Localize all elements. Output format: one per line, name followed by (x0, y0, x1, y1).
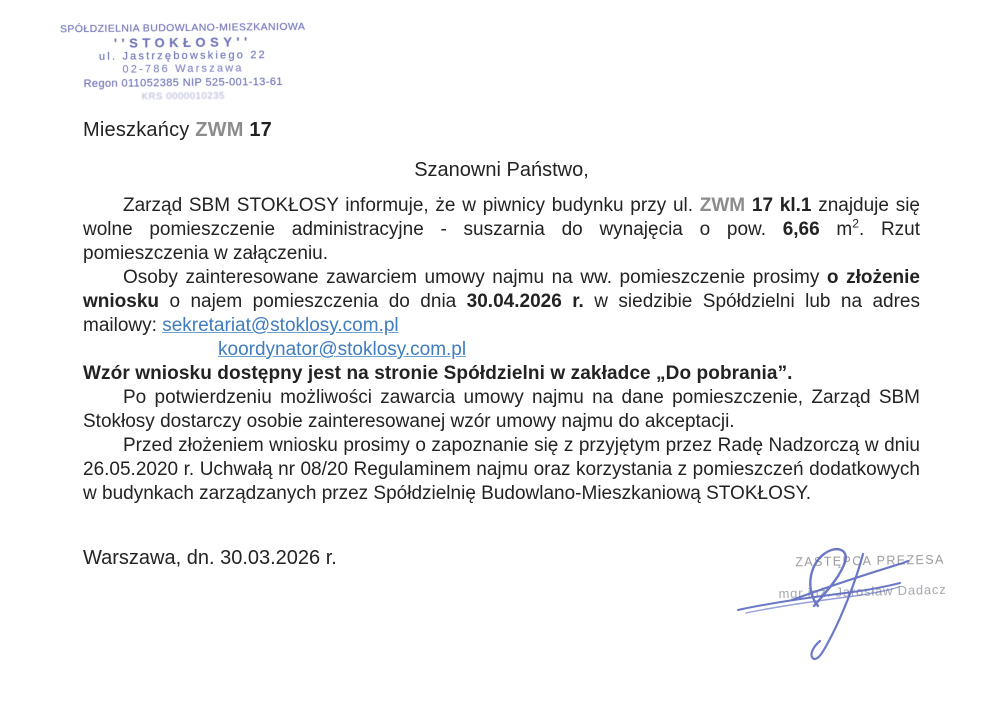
stamp-company-name: SPÓŁDZIELNIA BUDOWLANO-MIESZKANIOWA (59, 20, 306, 36)
p2-text-2: o najem pomieszczenia do dnia (159, 291, 467, 312)
addressee-number: 17 (243, 119, 272, 141)
p1-text-1: Zarząd SBM STOKŁOSY informuje, że w piwnicy budynku przy ul. (123, 195, 700, 216)
addressee-redacted-street: ZWM (195, 119, 244, 141)
p1-building-number: 17 kl.1 (745, 195, 812, 216)
p1-area-value: 6,66 (782, 219, 820, 240)
signer-name: mgr inż. Jarosław Dadacz (778, 581, 947, 602)
addressee-line (83, 119, 920, 142)
paragraph-template-info: Wzór wniosku dostępny jest na stronie Spółdzielni w zakładce „Do pobrania”. (83, 363, 793, 384)
p1-unit-sup: 2 (852, 216, 859, 231)
stamp-krs: KRS 0000010235 (141, 90, 226, 103)
addressee-prefix: Mieszkańcy (83, 119, 196, 141)
paragraph-room-offer (83, 194, 920, 266)
stamp-street: ul. Jastrzębowskiego 22 (98, 49, 267, 63)
paragraph-confirmation: Po potwierdzeniu możliwości zawarcia umowy najmu na dane pomieszczenie, Zarząd SBM Stokłosy dostarczy osobie zainteresowanej wzór umowy najmu do akceptacji. (83, 387, 920, 432)
p1-text-2: znajduje się wolne pomieszczenie administracyjne - suszarnia do wynajęcia o pow. (83, 195, 920, 240)
signer-title: ZASTĘPCA PREZESA (795, 552, 945, 570)
p1-redacted-street: ZWM (699, 195, 746, 216)
email-line-koordynator (218, 338, 920, 362)
stamp-regon-nip: Regon 011052385 NIP 525-001-13-61 (83, 75, 283, 91)
p2-text-1: Osoby zainteresowane zawarciem umowy najmu na ww. pomieszczenie prosimy (123, 267, 827, 288)
signature-block (730, 540, 1000, 700)
email-link-koordynator[interactable]: koordynator@stoklosy.com.pl (218, 339, 467, 360)
salutation: Szanowni Państwo, (414, 159, 589, 181)
stamp-city: 02-786 Warszawa (122, 62, 244, 76)
paragraph-application (83, 266, 920, 338)
handwritten-signature-icon (730, 540, 1000, 700)
p2-bold-request: o złożenie wniosku (83, 267, 920, 312)
p1-text-3: . Rzut pomieszczenia w załączeniu. (83, 219, 921, 264)
p2-deadline-date: 30.04.2026 r. (466, 291, 584, 312)
place-date-line: Warszawa, dn. 30.03.2026 r. (83, 547, 337, 569)
p2-text-3: w siedzibie Spółdzielni lub na adres mailowy: (83, 291, 920, 336)
paragraph-regulations: Przed złożeniem wniosku prosimy o zapoznanie się z przyjętym przez Radę Nadzorczą w dniu 26.05.2020 r. Uchwałą nr 08/20 Regulaminem najmu oraz korzystania z pomieszczeń dodatkowych w budynkach zarządzanych przez Spółdzielnię Budowlano-Mieszkaniową STOKŁOSY. (83, 435, 920, 504)
email-link-sekretariat[interactable]: sekretariat@stoklosy.com.pl (162, 315, 399, 336)
stamp-brand-name: ''STOKŁOSY'' (113, 34, 252, 51)
p1-unit: m (819, 219, 853, 240)
